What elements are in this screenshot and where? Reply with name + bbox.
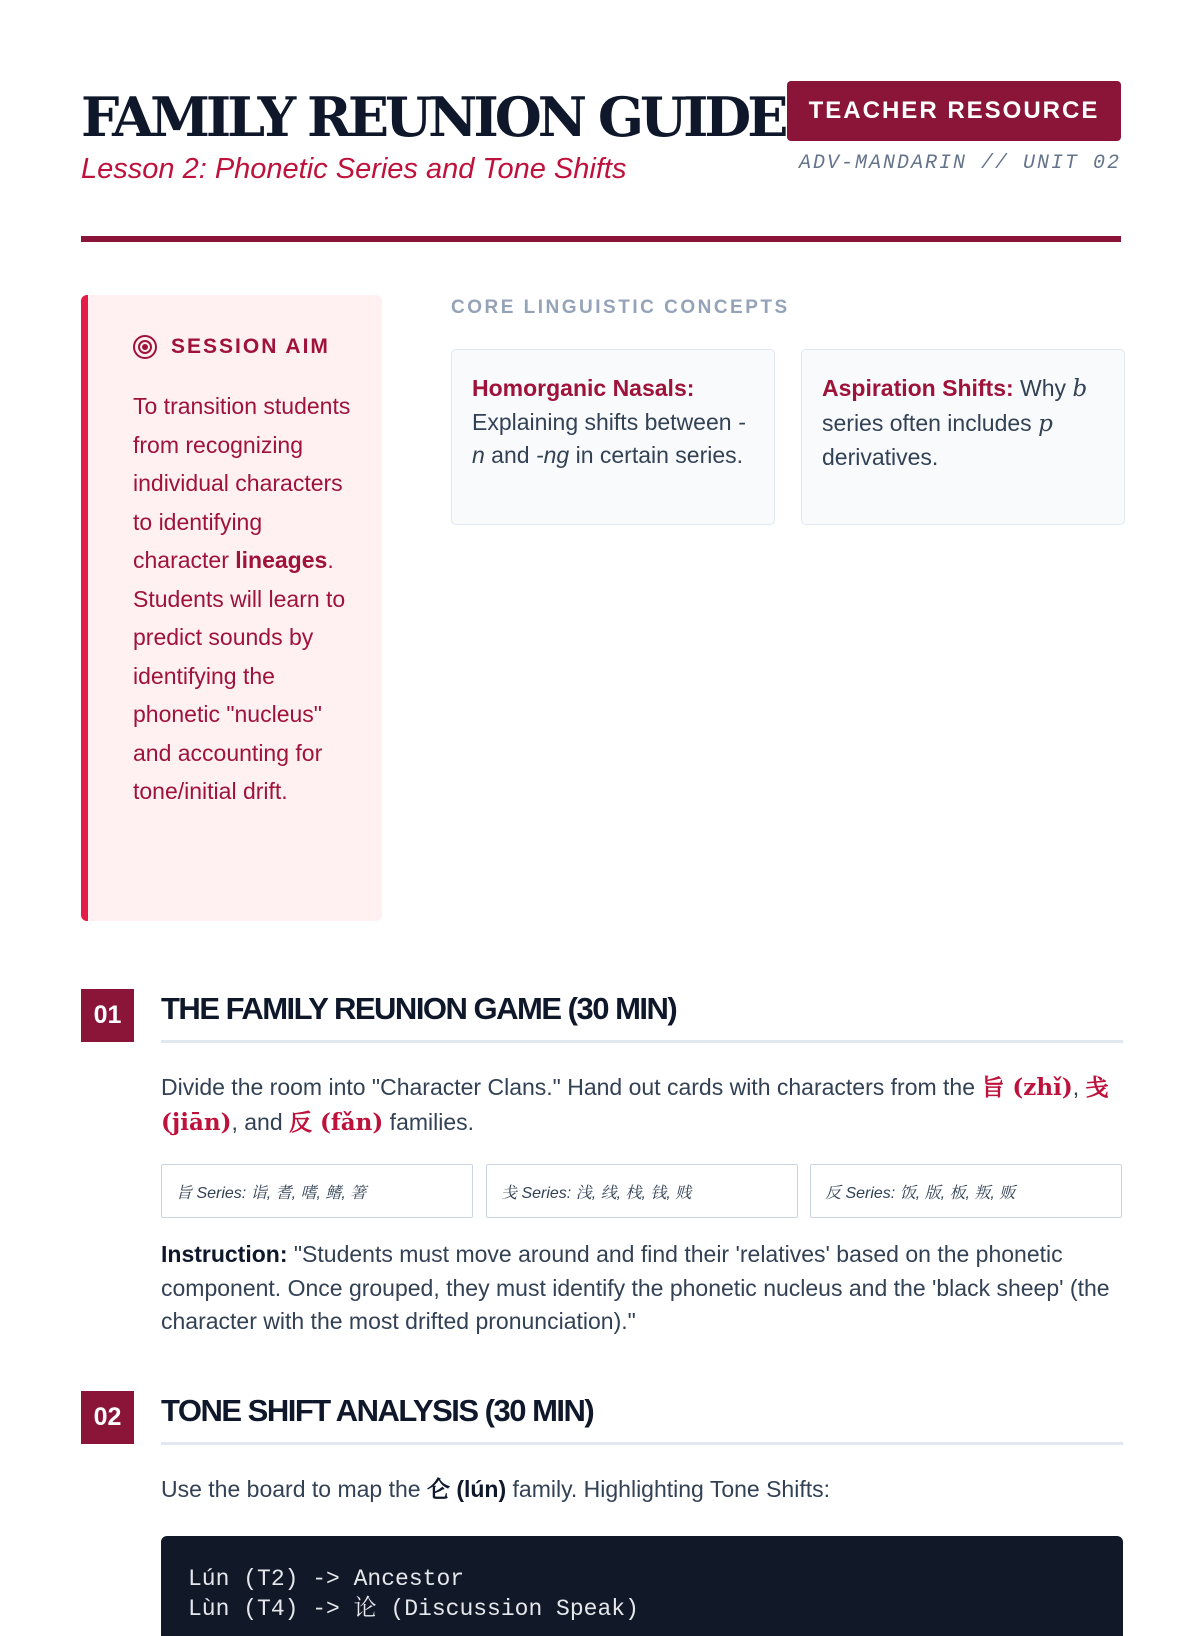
code-line: Lùn (T4) -> 论 (Discussion Speak) xyxy=(188,1596,639,1622)
series-box-jian: 戋 Series: 浅, 线, 栈, 钱, 贱 xyxy=(486,1164,798,1218)
section-02-intro: Use the board to map the 仑 (lún) family. Highlighting Tone Shifts: xyxy=(161,1476,831,1502)
section-01-intro: Divide the room into "Character Clans." Hand out cards with characters from the 旨 (zhǐ), 戋 (jiān), and 反 (fǎn) families. xyxy=(161,1074,1109,1136)
course-code: ADV-MANDARIN // UNIT 02 xyxy=(798,152,1121,175)
series-box-fan: 反 Series: 饭, 版, 板, 叛, 贩 xyxy=(810,1164,1122,1218)
tone-shift-code-block xyxy=(161,1536,1123,1636)
concept-card-aspiration-shifts: Aspiration Shifts: Why b series often includes p derivatives. xyxy=(801,349,1125,525)
family-zhi: 旨 (zhǐ) xyxy=(981,1074,1073,1101)
concept-card-homorganic-nasals: Homorganic Nasals: Explaining shifts between -n and -ng in certain series. xyxy=(451,349,775,525)
family-lun: 仑 (lún) xyxy=(426,1476,507,1502)
lineages-emphasis: lineages xyxy=(235,547,328,573)
section-number-02: 02 xyxy=(81,1391,134,1444)
instruction-label: Instruction: xyxy=(161,1241,288,1267)
teacher-resource-badge: TEACHER RESOURCE xyxy=(787,81,1121,141)
session-aim-header xyxy=(133,335,330,359)
session-aim-title: SESSION AIM xyxy=(171,335,330,358)
session-aim-panel xyxy=(81,295,382,921)
core-concepts-label: CORE LINGUISTIC CONCEPTS xyxy=(451,297,790,318)
family-jian: 戋 (jiān) xyxy=(161,1074,1109,1136)
section-01-instruction: Instruction: "Students must move around and find their 'relatives' based on the phonetic component. Once grouped, they must identify the phonetic nucleus and the 'black sheep' (the character with the most drifted pronunciation)." xyxy=(161,1241,1110,1334)
session-aim-text: To transition students from recognizing individual characters to identifying character lineages. Students will learn to predict sounds by identifying the phonetic "nucleus" and accounting for tone/initial drift. xyxy=(133,393,351,804)
target-icon xyxy=(133,335,157,359)
concept-term: Aspiration Shifts: xyxy=(822,375,1014,401)
page-header xyxy=(81,78,1121,242)
lesson-subtitle: Lesson 2: Phonetic Series and Tone Shifts xyxy=(81,153,627,185)
code-line: Lún (T2) -> Ancestor xyxy=(188,1566,465,1592)
section-number-01: 01 xyxy=(81,989,134,1042)
page-title: FAMILY REUNION GUIDE xyxy=(81,85,785,149)
concept-term: Homorganic Nasals: xyxy=(472,375,695,401)
section-title-tone-shift-analysis: TONE SHIFT ANALYSIS (30 MIN) xyxy=(161,1393,1123,1445)
section-title-family-reunion-game: THE FAMILY REUNION GAME (30 MIN) xyxy=(161,991,1123,1043)
series-box-zhi: 旨 Series: 诣, 耆, 嗜, 鳍, 箸 xyxy=(161,1164,473,1218)
family-fan: 反 (fǎn) xyxy=(289,1109,384,1136)
